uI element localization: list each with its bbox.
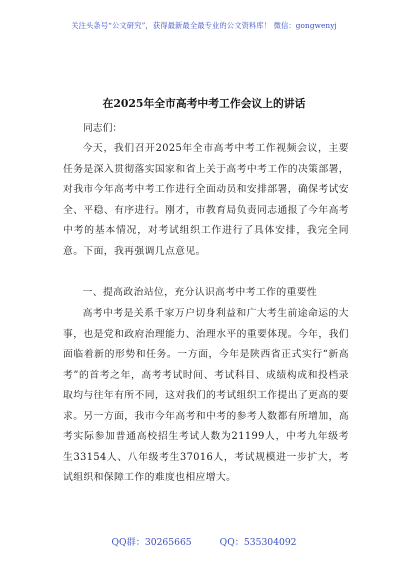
qq-group-number: QQ群：30265665: [111, 537, 192, 548]
document-title: 在2025年全市高考中考工作会议上的讲话: [102, 97, 306, 110]
body-paragraph-3: [63, 304, 349, 489]
paragraph-text: 今天，我们召开2025年全市高考中考工作视频会议，主要任务是深入贯彻落实国家和省上关于高考中考工作的决策部署，对我市今年高考中考工作进行全面动员和安排部署，确保考试安全、平稳、有序进行。刚才，市教育局负责同志通报了今年高考中考的基本情况，对考试组织工作进行了具体安排，我完全同意。下面，我再强调几点意见。: [63, 143, 349, 257]
paragraph-text: 高考中考是关系千家万户切身利益和广大考生前途命运的大事，也是党和政府治理能力、治理水平的重要体现。今年，我们面临着新的形势和任务。一方面，今年是陕西省正式实行“新高考”的首考之年，高考考试时间、考试科目、成绩构成和投档录取均与往年有所不同，这对我们的考试组织工作提出了更高的要求。另一方面，我市今年高考和中考的参考人数都有所增加，高考实际参加普通高校招生考试人数为21199人，中考九年级考生33154人、八年级考生37016人，考试规模进一步扩大，考试组织和保障工作的难度也相应增大。: [63, 308, 349, 483]
body-paragraph-1: [63, 139, 349, 262]
salutation: 同志们：: [83, 123, 123, 134]
section-heading: 一、提高政治站位，充分认识高考中考工作的重要性: [82, 287, 318, 298]
promo-banner: 关注头条号“公文研究”，获得最新最全最专业的公文资料库！ 微信：gongwenyj: [71, 21, 337, 30]
qq-number: QQ：535304092: [219, 537, 297, 548]
body-paragraph-2: [63, 283, 349, 304]
contact-footer: [0, 534, 408, 548]
